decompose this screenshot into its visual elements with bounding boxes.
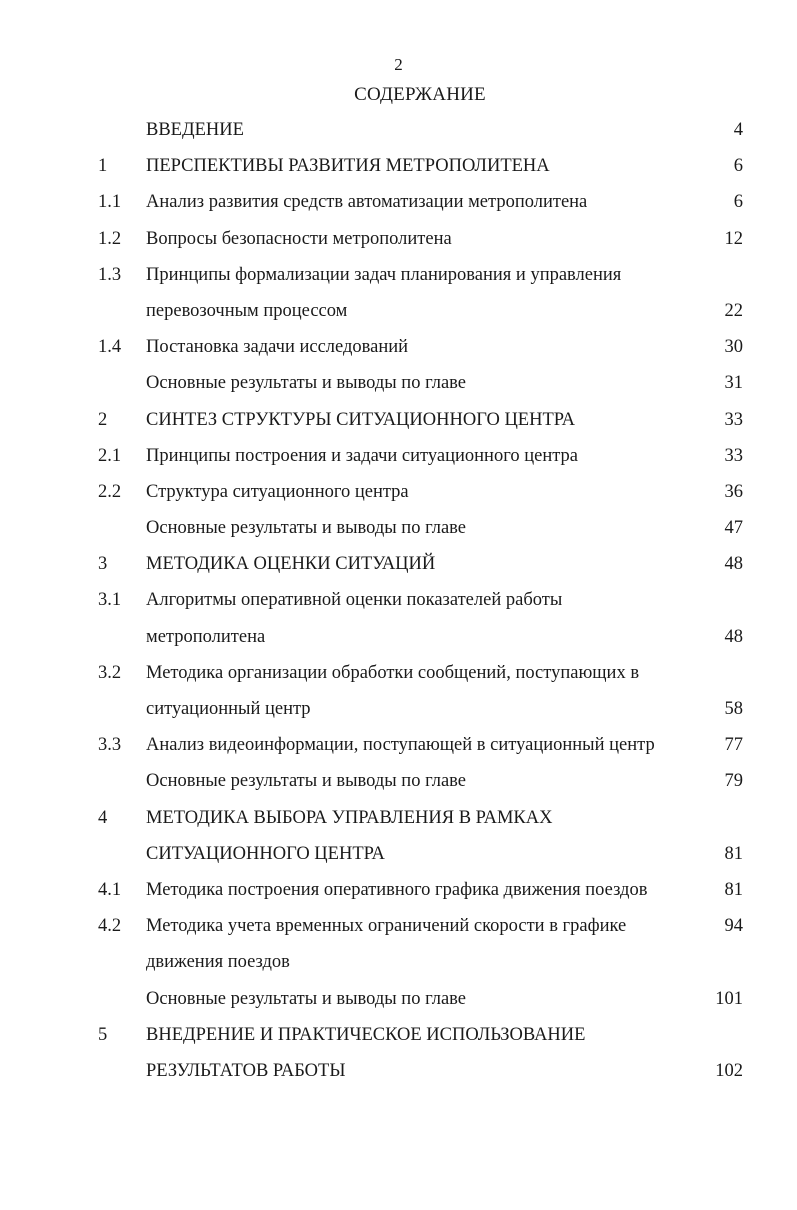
toc-entry-title: Основные результаты и выводы по главе [146, 373, 467, 394]
toc-entry-title: ПЕРСПЕКТИВЫ РАЗВИТИЯ МЕТРОПОЛИТЕНА [146, 156, 550, 177]
toc-entry-number: 1.3 [98, 264, 122, 285]
toc-entry [0, 1019, 797, 1055]
toc-entry-number: 2.1 [98, 445, 122, 466]
toc-entry-title: Алгоритмы оперативной оценки показателей работы [146, 590, 563, 611]
toc-entry-title: ВВЕДЕНИЕ [146, 120, 244, 140]
toc-entry-title: Методика построения оперативного графика движения поездов [146, 879, 648, 900]
toc-entry [0, 946, 797, 982]
toc-entry [0, 838, 797, 874]
toc-entry-number: 5 [98, 1024, 108, 1045]
toc-entry [0, 765, 797, 801]
toc-entry-title: МЕТОДИКА ОЦЕНКИ СИТУАЦИЙ [146, 554, 436, 575]
toc-entry [0, 259, 797, 295]
toc-entry [0, 621, 797, 657]
table-of-contents [0, 114, 797, 1091]
toc-entry-title: СИТУАЦИОННОГО ЦЕНТРА [146, 843, 385, 864]
toc-entry [0, 295, 797, 331]
toc-entry-title: СИНТЕЗ СТРУКТУРЫ СИТУАЦИОННОГО ЦЕНТРА [146, 409, 576, 430]
toc-entry-page: 4 [733, 120, 743, 140]
toc-entry [0, 693, 797, 729]
toc-entry-page: 77 [724, 735, 743, 756]
toc-entry-page: 101 [715, 988, 743, 1009]
toc-entry-title: РЕЗУЛЬТАТОВ РАБОТЫ [146, 1060, 346, 1081]
toc-entry [0, 729, 797, 765]
toc-entry [0, 404, 797, 440]
toc-entry-page: 48 [724, 554, 743, 575]
toc-entry [0, 584, 797, 620]
toc-entry-number: 3.3 [98, 735, 122, 756]
toc-entry [0, 114, 797, 150]
toc-entry-number: 3.2 [98, 662, 122, 683]
toc-entry-title: ситуационный центр [146, 699, 311, 719]
toc-entry [0, 476, 797, 512]
toc-entry-page: 30 [724, 337, 743, 358]
toc-entry-title: Методика организации обработки сообщений, поступающих в [146, 662, 640, 683]
toc-entry-page: 36 [724, 481, 743, 502]
toc-entry-number: 4.1 [98, 879, 122, 900]
toc-entry [0, 1055, 797, 1091]
toc-entry-title: ВНЕДРЕНИЕ И ПРАКТИЧЕСКОЕ ИСПОЛЬЗОВАНИЕ [146, 1024, 586, 1045]
toc-entry-title: движения поездов [146, 952, 290, 973]
toc-entry-page: 79 [724, 771, 743, 792]
toc-entry-number: 1.2 [98, 228, 122, 249]
toc-entry-page: 12 [724, 228, 743, 249]
toc-entry-title: Методика учета временных ограничений скорости в графике [146, 916, 627, 937]
toc-entry-page: 102 [715, 1060, 743, 1081]
toc-entry-number: 3 [98, 554, 108, 575]
toc-entry-number: 3.1 [98, 590, 122, 611]
toc-entry-title: Основные результаты и выводы по главе [146, 771, 467, 792]
toc-entry [0, 874, 797, 910]
toc-entry-number: 4 [98, 807, 108, 828]
toc-entry [0, 223, 797, 259]
toc-entry-number: 4.2 [98, 916, 122, 937]
toc-entry-title: Постановка задачи исследований [146, 337, 409, 358]
toc-entry-title: Принципы построения и задачи ситуационного центра [146, 445, 578, 466]
toc-entry [0, 983, 797, 1019]
toc-entry-page: 22 [724, 300, 743, 321]
toc-entry-title: перевозочным процессом [146, 300, 348, 321]
toc-entry-page: 6 [733, 192, 743, 213]
toc-entry-page: 81 [724, 879, 743, 900]
toc-entry-page: 58 [724, 699, 743, 719]
toc-entry-number: 1 [98, 156, 108, 177]
toc-entry-number: 2.2 [98, 481, 122, 502]
toc-entry-page: 47 [724, 518, 743, 539]
toc-entry [0, 150, 797, 186]
toc-entry-number: 1.1 [98, 192, 122, 213]
toc-entry-page: 6 [733, 156, 743, 177]
toc-entry-title: Структура ситуационного центра [146, 481, 409, 502]
toc-entry-title: Принципы формализации задач планирования и управления [146, 264, 622, 285]
toc-entry [0, 802, 797, 838]
toc-entry [0, 657, 797, 693]
toc-entry [0, 367, 797, 403]
toc-entry [0, 512, 797, 548]
toc-entry [0, 440, 797, 476]
toc-entry-page: 94 [724, 916, 743, 937]
toc-entry-page: 33 [724, 445, 743, 466]
toc-entry-number: 2 [98, 409, 108, 430]
toc-entry-page: 48 [724, 626, 743, 647]
page-number: 2 [394, 55, 403, 74]
toc-entry-number: 1.4 [98, 337, 122, 358]
toc-entry-page: 33 [724, 409, 743, 430]
toc-entry-title: Анализ развития средств автоматизации метрополитена [146, 192, 588, 213]
toc-entry [0, 910, 797, 946]
toc-entry-title: Вопросы безопасности метрополитена [146, 228, 452, 249]
toc-entry-page: 81 [724, 843, 743, 864]
toc-entry-title: Основные результаты и выводы по главе [146, 988, 467, 1009]
toc-entry [0, 331, 797, 367]
toc-entry-page: 31 [724, 373, 743, 394]
toc-entry [0, 548, 797, 584]
page-title: СОДЕРЖАНИЕ [354, 84, 486, 105]
toc-entry-title: Анализ видеоинформации, поступающей в ситуационный центр [146, 735, 655, 756]
toc-entry-title: метрополитена [146, 626, 266, 647]
toc-entry [0, 186, 797, 222]
toc-entry-title: МЕТОДИКА ВЫБОРА УПРАВЛЕНИЯ В РАМКАХ [146, 807, 553, 828]
toc-entry-title: Основные результаты и выводы по главе [146, 518, 467, 539]
